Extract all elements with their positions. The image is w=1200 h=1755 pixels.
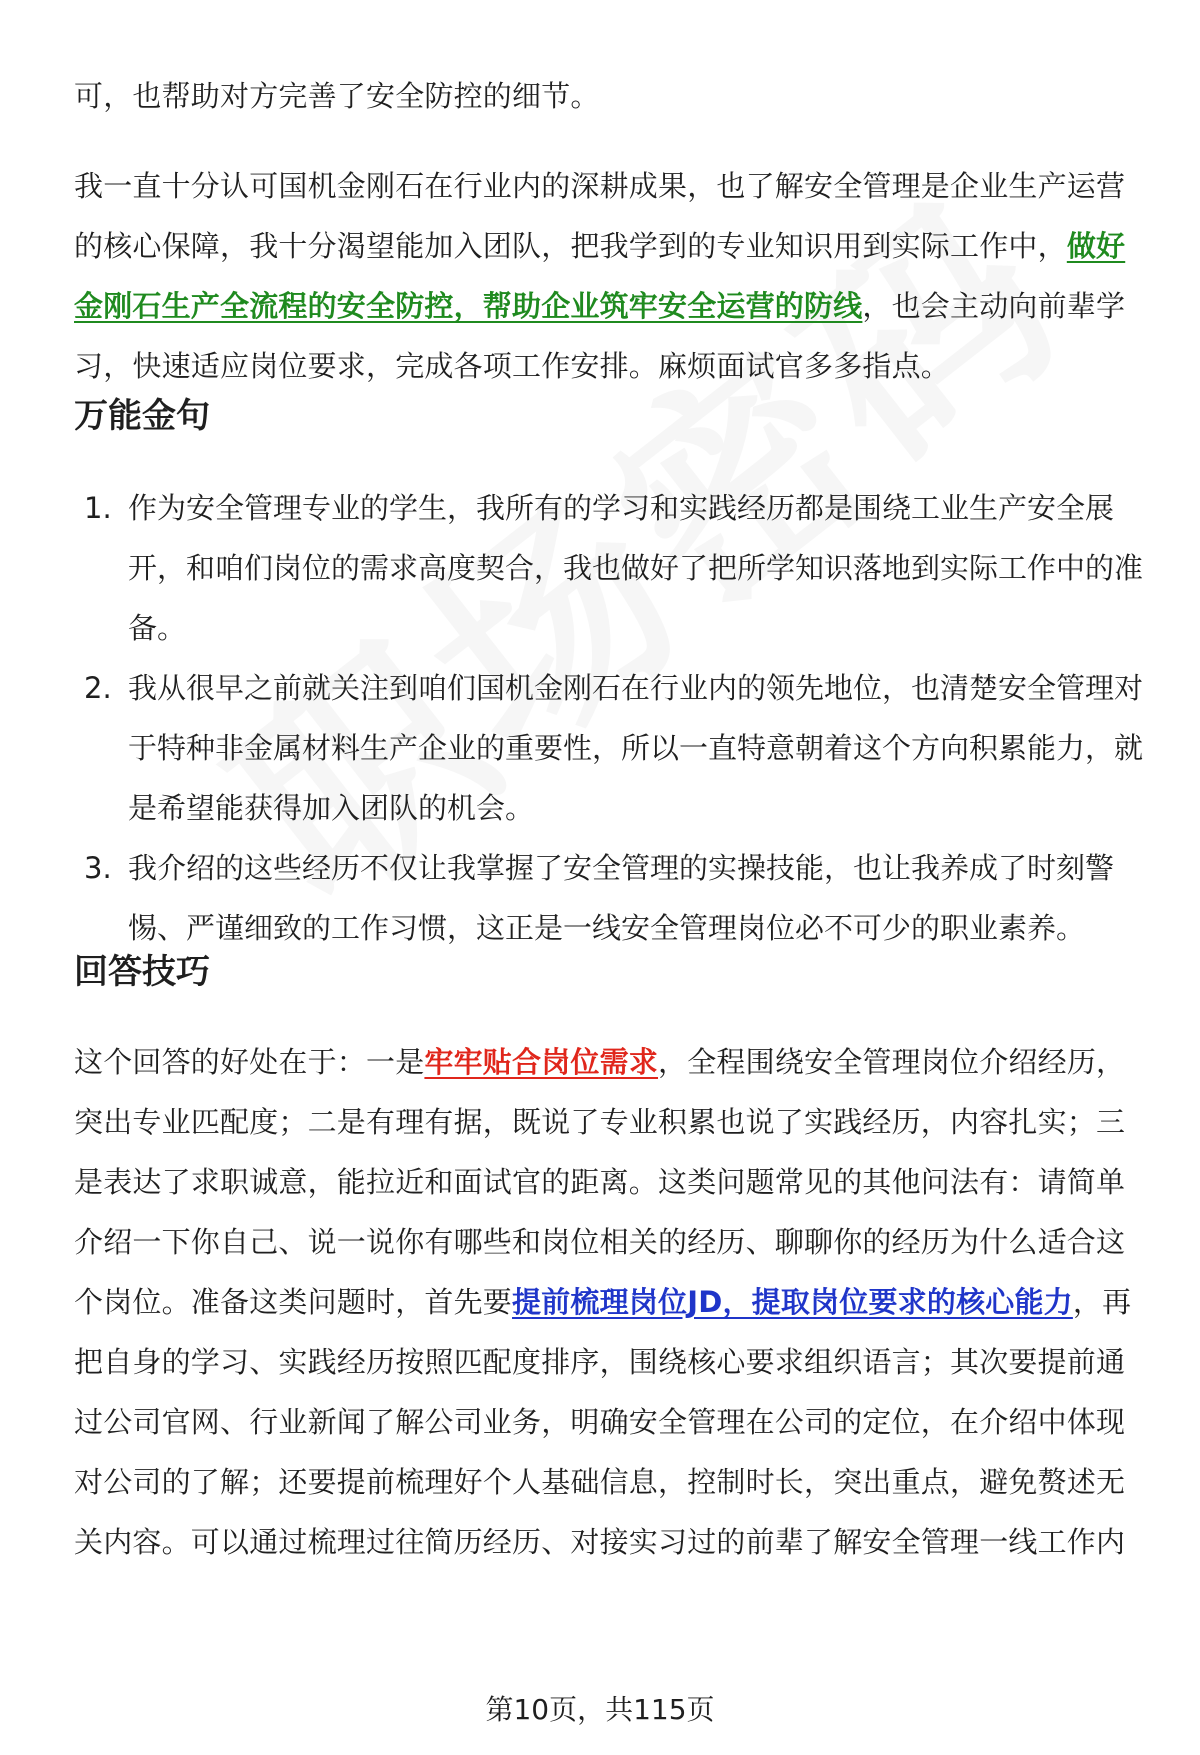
list-item-number: 1. <box>84 491 112 525</box>
list-item-text: 我从很早之前就关注到咱们国机金刚石在行业内的领先地位，也清楚安全管理对于特种非金属材料生产企业的重要性，所以一直特意朝着这个方向积累能力，就是希望能获得加入团队的机会。 <box>128 671 1144 825</box>
section-heading-universal-phrases: 万能金句 <box>74 396 210 436</box>
intro-line: 可，也帮助对方完善了安全防控的细节。 <box>74 79 600 113</box>
list-item <box>84 838 1154 958</box>
highlight-green: 做好金刚石生产全流程的安全防控，帮助企业筑牢安全运营的防线 <box>74 229 1126 323</box>
section-heading-answer-tips: 回答技巧 <box>74 952 210 992</box>
tips-paragraph <box>74 1032 1154 1572</box>
tips-text <box>74 1032 1154 1572</box>
list-item <box>84 658 1154 838</box>
list-item <box>84 478 1154 658</box>
paragraph-text <box>74 156 1154 396</box>
list-item-text: 作为安全管理专业的学生，我所有的学习和实践经历都是围绕工业生产安全展开，和咱们岗位的需求高度契合，我也做好了把所学知识落地到实际工作中的准备。 <box>128 491 1144 645</box>
list-item-number: 3. <box>84 851 112 885</box>
motivation-paragraph <box>74 156 1154 396</box>
intro-block <box>74 66 1154 126</box>
highlight-blue: 提前梳理岗位JD，提取岗位要求的核心能力 <box>512 1285 1073 1319</box>
tips-text-b: ，全程围绕安全管理岗位介绍经历，突出专业匹配度；二是有理有据，既说了专业积累也说了实践经历，内容扎实；三是表达了求职诚意，能拉近和面试官的距离。这类问题常见的其他问法有：请简单介绍一下你自己、说一说你有哪些和岗位相关的经历、聊聊你的经历为什么适合这个岗位。准备这类问题时，首先要 <box>74 1045 1126 1319</box>
tips-text-a: 这个回答的好处在于：一是 <box>74 1045 425 1079</box>
tips-text-c: ，再把自身的学习、实践经历按照匹配度排序，围绕核心要求组织语言；其次要提前通过公司官网、行业新闻了解公司业务，明确安全管理在公司的定位，在介绍中体现对公司的了解；还要提前梳理好个人基础信息，控制时长，突出重点，避免赘述无关内容。可以通过梳理过往简历经历、对接实习过的前辈了解安全管理一线工作内 <box>74 1285 1132 1559</box>
list-item-text: 我介绍的这些经历不仅让我掌握了安全管理的实操技能，也让我养成了时刻警惕、严谨细致的工作习惯，这正是一线安全管理岗位必不可少的职业素养。 <box>128 851 1115 945</box>
phrase-list <box>84 478 1154 958</box>
paragraph-text-b: ，也会主动向前辈学习，快速适应岗位要求，完成各项工作安排。麻烦面试官多多指点。 <box>74 289 1126 383</box>
list-item-number: 2. <box>84 671 112 705</box>
paragraph-text-a: 我一直十分认可国机金刚石在行业内的深耕成果，也了解安全管理是企业生产运营的核心保障，我十分渴望能加入团队，把我学到的专业知识用到实际工作中， <box>74 169 1126 263</box>
page-footer: 第10页，共115页 <box>485 1693 715 1726</box>
highlight-red: 牢牢贴合岗位需求 <box>424 1045 659 1079</box>
